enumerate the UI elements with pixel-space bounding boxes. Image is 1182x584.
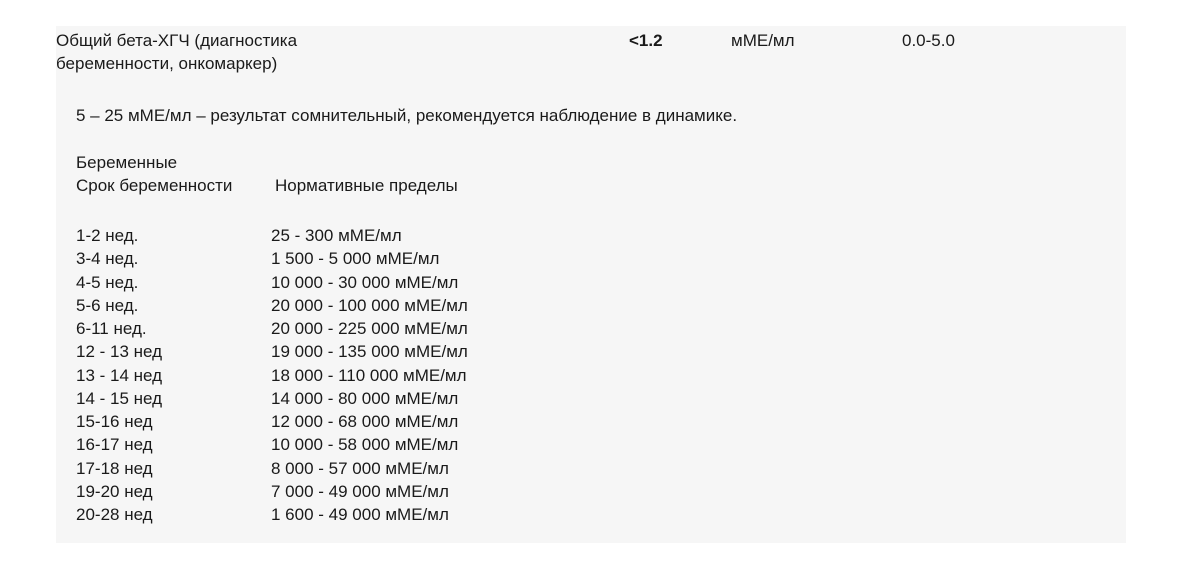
row-range: 1 500 - 5 000 мМЕ/мл xyxy=(271,249,440,269)
column-header-term: Срок беременности xyxy=(76,176,233,195)
row-range: 1 600 - 49 000 мМЕ/мл xyxy=(271,505,449,524)
row-term: 19-20 нед xyxy=(76,481,153,501)
row-term: 20-28 нед xyxy=(76,505,153,524)
row-range: 20 000 - 225 000 мМЕ/мл xyxy=(271,319,468,338)
row-term: 14 - 15 нед xyxy=(76,388,163,408)
row-term: 13 - 14 нед xyxy=(76,365,163,385)
row-term: 12 - 13 нед xyxy=(76,342,163,362)
column-header-range: Нормативные пределы xyxy=(275,176,458,195)
result-unit: мМЕ/мл xyxy=(731,31,795,50)
test-name-line1: Общий бета-ХГЧ (диагностика xyxy=(56,31,298,50)
row-range: 10 000 - 30 000 мМЕ/мл xyxy=(271,272,459,292)
row-term: 16-17 нед xyxy=(76,435,153,455)
row-range: 25 - 300 мМЕ/мл xyxy=(271,226,402,245)
row-term: 15-16 нед xyxy=(76,412,153,431)
row-range: 8 000 - 57 000 мМЕ/мл xyxy=(271,458,449,478)
result-value: <1.2 xyxy=(629,31,663,50)
row-range: 18 000 - 110 000 мМЕ/мл xyxy=(271,365,467,385)
row-term: 5-6 нед. xyxy=(76,295,139,315)
row-range: 20 000 - 100 000 мМЕ/мл xyxy=(271,295,468,315)
row-term: 3-4 нед. xyxy=(76,249,139,269)
row-term: 6-11 нед. xyxy=(76,319,147,338)
row-term: 4-5 нед. xyxy=(76,272,139,292)
test-name-line2: беременности, онкомаркер) xyxy=(56,54,278,73)
reference-range: 0.0-5.0 xyxy=(902,31,955,50)
row-range: 7 000 - 49 000 мМЕ/мл xyxy=(271,481,449,501)
report-sheet xyxy=(56,26,1126,543)
row-range: 10 000 - 58 000 мМЕ/мл xyxy=(271,435,459,455)
row-range: 14 000 - 80 000 мМЕ/мл xyxy=(271,388,459,408)
row-range: 19 000 - 135 000 мМЕ/мл xyxy=(271,342,468,362)
row-term: 17-18 нед xyxy=(76,458,153,478)
pregnancy-table-title: Беременные xyxy=(76,153,178,172)
interpretation-note: 5 – 25 мМЕ/мл – результат сомнительный, рекомендуется наблюдение в динамике. xyxy=(76,106,738,125)
row-range: 12 000 - 68 000 мМЕ/мл xyxy=(271,412,459,431)
row-term: 1-2 нед. xyxy=(76,226,139,245)
